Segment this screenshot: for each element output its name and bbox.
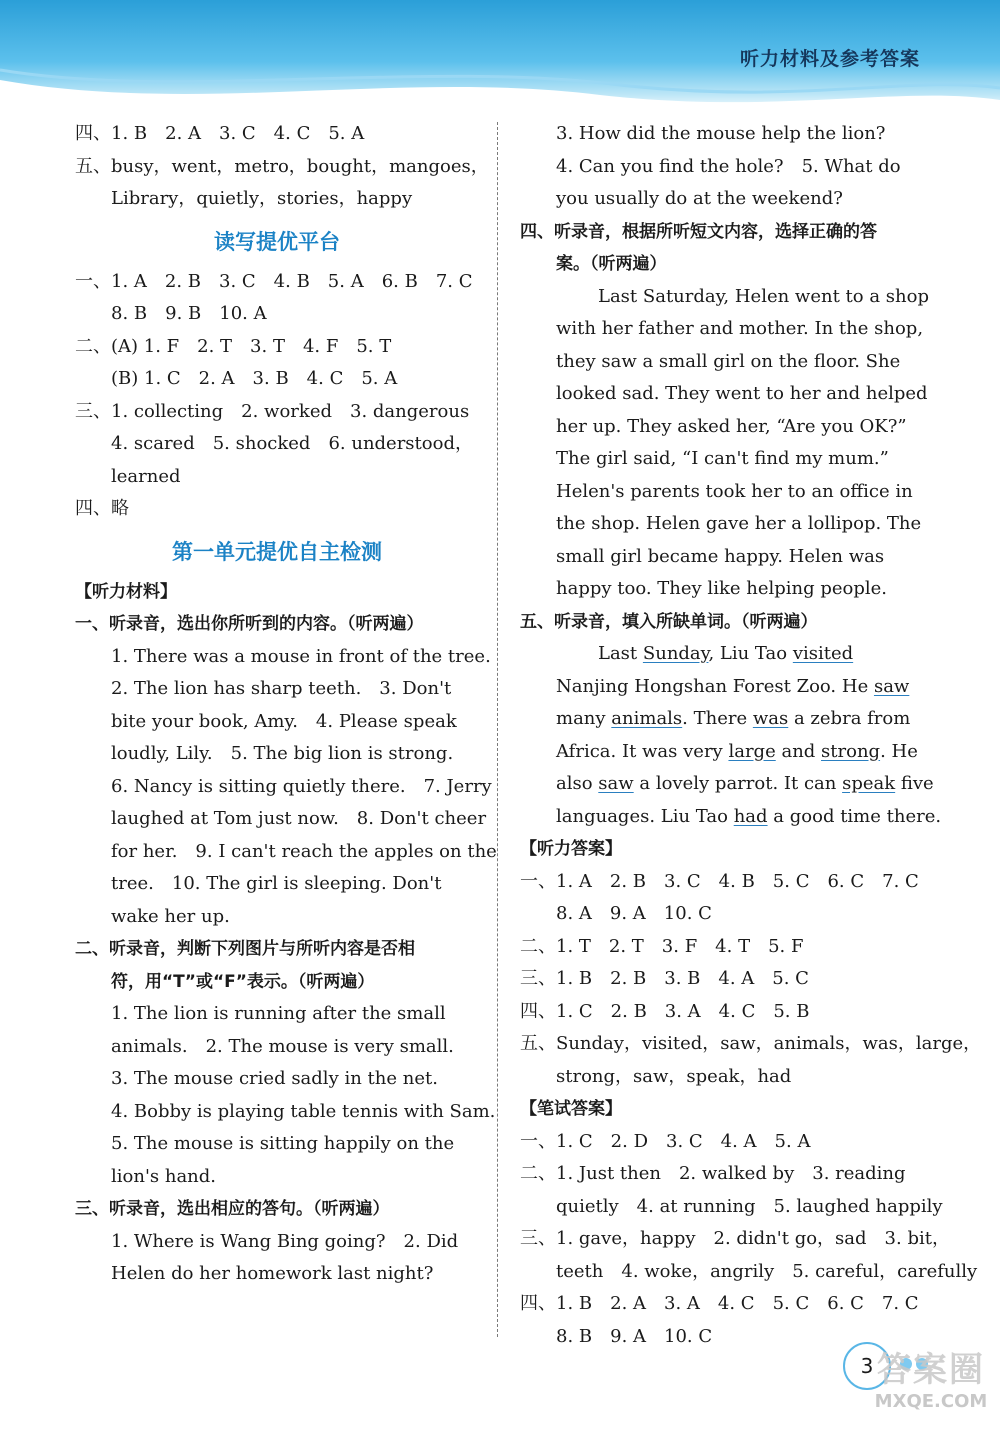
question-heading: 五、听录音，填入所缺单词。（听两遍） bbox=[520, 611, 818, 632]
cloze-answer: strong bbox=[821, 740, 881, 762]
text-line: 4. Bobby is playing table tennis with Sam. bbox=[111, 1100, 496, 1122]
answer-line: 三、1. collecting 2. worked 3. dangerous bbox=[75, 400, 470, 422]
question-heading: 案。（听两遍） bbox=[556, 254, 667, 274]
cloze-text: Last bbox=[598, 643, 643, 664]
text-line: you usually do at the weekend? bbox=[556, 188, 843, 209]
answer-line: 三、1. gave，happy 2. didn't go，sad 3. bit， bbox=[520, 1228, 950, 1249]
answer-line: (B) 1. C 2. A 3. B 4. C 5. A bbox=[111, 368, 398, 389]
answer-line: 二、1. T 2. T 3. F 4. T 5. F bbox=[520, 935, 804, 957]
text-line: 1. The lion is running after the small bbox=[111, 1003, 446, 1024]
answer-line: quietly 4. at running 5. laughed happily bbox=[556, 1195, 943, 1217]
cloze-line bbox=[520, 736, 925, 769]
answer-line: 四、略 bbox=[75, 498, 129, 519]
answer-line: teeth 4. woke，angrily 5. careful，carefully bbox=[556, 1260, 978, 1282]
cloze-line bbox=[520, 703, 925, 736]
cloze-answer: visited bbox=[792, 643, 854, 664]
passage-line: with her father and mother. In the shop, bbox=[556, 318, 924, 339]
text-line: laughed at Tom just now. 8. Don't cheer bbox=[111, 808, 487, 829]
passage-line: The girl said, “I can't find my mum.” bbox=[556, 448, 889, 469]
answer-line: 8. B 9. A 10. C bbox=[556, 1325, 713, 1347]
passage-line: the shop. Helen gave her a lollipop. The bbox=[556, 513, 922, 534]
cloze-text: . He bbox=[880, 740, 918, 762]
page-number: 3 bbox=[843, 1342, 891, 1390]
text-line: tree. 10. The girl is sleeping. Don't bbox=[111, 873, 442, 894]
cloze-text: a lovely parrot. It can bbox=[633, 773, 843, 794]
section-label: 【笔试答案】 bbox=[520, 1099, 622, 1119]
cloze-answer: saw bbox=[873, 675, 910, 697]
cloze-answer: Sunday bbox=[642, 643, 709, 664]
cloze-line bbox=[520, 768, 934, 801]
cloze-text: a good time there. bbox=[767, 805, 942, 827]
answer-line: learned bbox=[111, 465, 181, 487]
passage-line: her up. They asked her, “Are you OK?” bbox=[556, 415, 907, 437]
answer-line: 四、1. C 2. B 3. A 4. C 5. B bbox=[520, 1000, 810, 1022]
text-line: 1. Where is Wang Bing going? 2. Did bbox=[111, 1230, 459, 1252]
text-line: 2. The lion has sharp teeth. 3. Don't bbox=[111, 678, 452, 699]
cloze-text: languages. Liu Tao bbox=[556, 805, 734, 827]
cloze-answer: saw bbox=[598, 773, 634, 794]
cloze-answer: was bbox=[752, 708, 789, 729]
column-divider bbox=[497, 122, 498, 1337]
question-heading: 三、听录音，选出相应的答句。（听两遍） bbox=[75, 1199, 390, 1219]
answer-line: strong，saw，speak，had bbox=[556, 1065, 792, 1087]
cloze-text: and bbox=[775, 740, 822, 762]
cloze-text: a zebra from bbox=[788, 708, 911, 729]
cloze-text: Africa. It was very bbox=[556, 740, 729, 762]
right-column bbox=[520, 118, 982, 1353]
question-heading: 一、听录音，选出你所听到的内容。（听两遍） bbox=[75, 614, 424, 634]
cloze-text: many bbox=[556, 708, 612, 729]
answer-line: Library，quietly，stories，happy bbox=[111, 188, 413, 209]
answer-line: 五、busy，went，metro，bought，mangoes， bbox=[75, 155, 489, 177]
answer-line: 二、(A) 1. F 2. T 3. T 4. F 5. T bbox=[75, 335, 392, 357]
cloze-answer: large bbox=[728, 740, 776, 762]
section-label: 【听力材料】 bbox=[75, 581, 177, 602]
text-line: bite your book, Amy. 4. Please speak bbox=[111, 710, 457, 732]
text-line: 1. There was a mouse in front of the tree. bbox=[111, 645, 491, 667]
answer-line: 一、1. C 2. D 3. C 4. A 5. A bbox=[520, 1130, 811, 1152]
answer-line: 三、1. B 2. B 3. B 4. A 5. C bbox=[520, 968, 809, 989]
cloze-line bbox=[520, 801, 942, 834]
passage-line: small girl became happy. Helen was bbox=[556, 545, 885, 567]
text-line: 4. Can you find the hole? 5. What do bbox=[556, 155, 901, 177]
passage-line: Helen's parents took her to an office in bbox=[556, 480, 913, 502]
watermark bbox=[872, 1350, 990, 1430]
section-title: 读写提优平台 bbox=[214, 229, 340, 254]
passage-line: Last Saturday, Helen went to a shop bbox=[598, 285, 929, 307]
answer-line: 五、Sunday，visited，saw，animals，was，large， bbox=[520, 1033, 982, 1054]
cloze-answer: animals bbox=[611, 708, 683, 729]
text-line: for her. 9. I can't reach the apples on the bbox=[111, 840, 497, 862]
cloze-answer: speak bbox=[842, 773, 896, 794]
cloze-text: , Liu Tao bbox=[708, 643, 793, 664]
question-heading: 四、听录音，根据所听短文内容，选择正确的答 bbox=[520, 221, 877, 242]
text-line: 6. Nancy is sitting quietly there. 7. Jerry bbox=[111, 775, 492, 797]
answer-line: 一、1. A 2. B 3. C 4. B 5. C 6. C 7. C bbox=[520, 870, 919, 892]
cloze-answer: had bbox=[733, 805, 768, 827]
cloze-line bbox=[520, 671, 925, 704]
answer-line: 8. B 9. B 10. A bbox=[111, 303, 267, 324]
watermark-logo-text: 答案圈 bbox=[877, 1350, 985, 1390]
text-line: animals. 2. The mouse is very small. bbox=[111, 1035, 454, 1057]
text-line: Helen do her homework last night? bbox=[111, 1263, 434, 1284]
answer-line: 四、1. B 2. A 3. C 4. C 5. A bbox=[75, 123, 365, 144]
question-heading: 符，用“T”或“F”表示。（听两遍） bbox=[111, 971, 375, 992]
answer-line: 二、1. Just then 2. walked by 3. reading bbox=[520, 1163, 906, 1184]
cloze-text: also bbox=[556, 773, 599, 794]
question-heading: 二、听录音，判断下列图片与所听内容是否相 bbox=[75, 939, 415, 959]
text-line: 5. The mouse is sitting happily on the bbox=[111, 1133, 455, 1154]
passage-line: they saw a small girl on the floor. She bbox=[556, 350, 901, 372]
text-line: wake her up. bbox=[111, 905, 230, 927]
text-line: lion's hand. bbox=[111, 1165, 217, 1187]
answer-line: 一、1. A 2. B 3. C 4. B 5. A 6. B 7. C bbox=[75, 270, 473, 292]
answer-line: 四、1. B 2. A 3. A 4. C 5. C 6. C 7. C bbox=[520, 1293, 919, 1314]
passage-line: happy too. They like helping people. bbox=[556, 578, 888, 599]
answer-line: 4. scared 5. shocked 6. understood， bbox=[111, 433, 473, 454]
text-line: loudly, Lily. 5. The big lion is strong. bbox=[111, 743, 454, 764]
watermark-url: MXQE.COM bbox=[874, 1391, 988, 1412]
section-label: 【听力答案】 bbox=[520, 839, 622, 859]
cloze-line bbox=[520, 638, 925, 671]
section-title: 第一单元提优自主检测 bbox=[172, 539, 382, 564]
header-title: 听力材料及参考答案 bbox=[739, 48, 920, 70]
cloze-text: five bbox=[895, 773, 934, 794]
header-band bbox=[0, 0, 1000, 112]
left-column bbox=[75, 118, 497, 1291]
cloze-text: Nanjing Hongshan Forest Zoo. He bbox=[556, 675, 874, 697]
text-line: 3. The mouse cried sadly in the net. bbox=[111, 1068, 438, 1089]
text-line: 3. How did the mouse help the lion? bbox=[556, 123, 886, 144]
cloze-text: . There bbox=[682, 708, 753, 729]
passage-line: looked sad. They went to her and helped bbox=[556, 383, 928, 404]
answer-line: 8. A 9. A 10. C bbox=[556, 903, 712, 924]
